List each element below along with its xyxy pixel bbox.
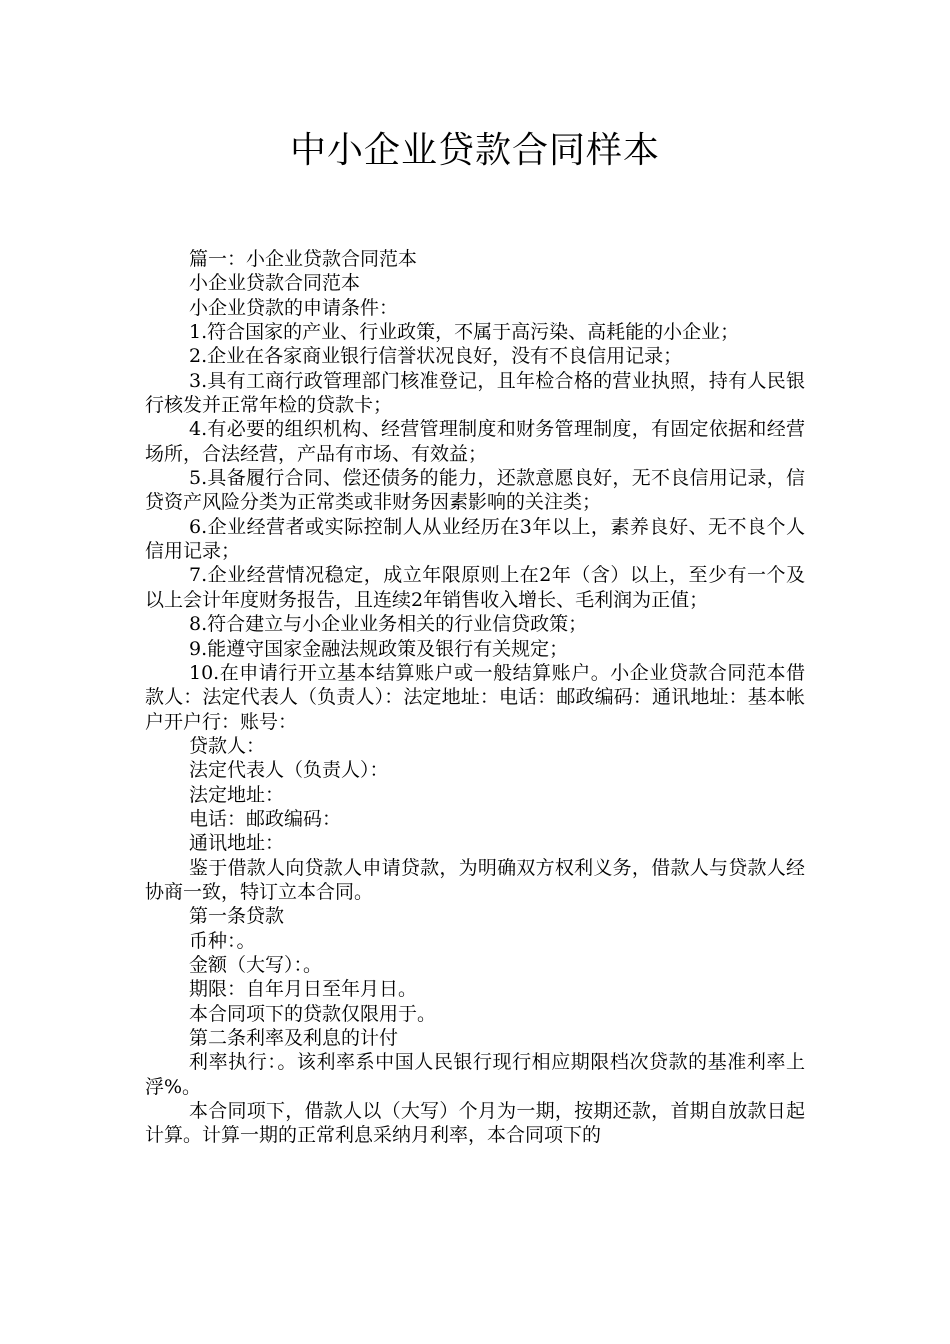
paragraph: 第一条贷款: [189, 905, 285, 928]
paragraph: 8.符合建立与小企业业务相关的行业信贷政策；: [189, 613, 588, 636]
paragraph: 3.具有工商行政管理部门核准登记，且年检合格的营业执照，持有人民银行核发并正常年检的贷款卡；: [145, 369, 805, 417]
paragraph: 电话：邮政编码：: [189, 807, 342, 830]
paragraph: 期限：自年月日至年月日。: [189, 978, 418, 1001]
paragraph: 10.在申请行开立基本结算账户或一般结算账户。小企业贷款合同范本借款人：法定代表人（负责人）：法定地址：电话：邮政编码：通讯地址：基本帐户开户行：账号：: [145, 661, 805, 733]
paragraph: 贷款人：: [189, 734, 266, 757]
document-title: 中小企业贷款合同样本: [289, 130, 660, 171]
paragraph: 鉴于借款人向贷款人申请贷款，为明确双方权利义务，借款人与贷款人经协商一致，特订立本合同。: [145, 856, 805, 903]
paragraph: 金额（大写）：。: [189, 953, 323, 976]
paragraph: 1.符合国家的产业、行业政策，不属于高污染、高耗能的小企业；: [189, 321, 740, 344]
paragraph: 通讯地址：: [189, 832, 285, 855]
paragraph: 4.有必要的组织机构、经营管理制度和财务管理制度，有固定依据和经营场所，合法经营，产品有市场、有效益；: [145, 418, 805, 465]
paragraph: 币种：。: [189, 929, 256, 952]
paragraph: 2.企业在各家商业银行信誉状况良好，没有不良信用记录；: [189, 345, 683, 368]
paragraph: 篇一：小企业贷款合同范本: [189, 248, 418, 270]
paragraph: 6.企业经营者或实际控制人从业经历在3年以上，素养良好、无不良个人信用记录；: [145, 515, 805, 563]
paragraph: 法定代表人（负责人）：: [189, 759, 389, 782]
document-body: [145, 247, 805, 1148]
paragraph: 小企业贷款的申请条件：: [189, 296, 399, 319]
paragraph: 5.具备履行合同、偿还债务的能力，还款意愿良好，无不良信用记录，信贷资产风险分类为正常类或非财务因素影响的关注类；: [145, 467, 805, 514]
paragraph: 法定地址：: [189, 783, 285, 806]
paragraph: 利率执行：。该利率系中国人民银行现行相应期限档次贷款的基准利率上浮%。: [145, 1051, 805, 1098]
paragraph: 本合同项下的贷款仅限用于。: [189, 1002, 437, 1025]
paragraph: 9.能遵守国家金融法规政策及银行有关规定；: [189, 637, 569, 660]
paragraph: 第二条利率及利息的计付: [189, 1027, 399, 1049]
paragraph: 7.企业经营情况稳定，成立年限原则上在2年（含）以上，至少有一个及以上会计年度财务报告，且连续2年销售收入增长、毛利润为正值；: [145, 564, 805, 611]
paragraph: 本合同项下，借款人以（大写）个月为一期，按期还款，首期自放款日起计算。计算一期的正常利息采纳月利率，本合同项下的: [145, 1100, 805, 1147]
paragraph: 小企业贷款合同范本: [189, 272, 361, 295]
